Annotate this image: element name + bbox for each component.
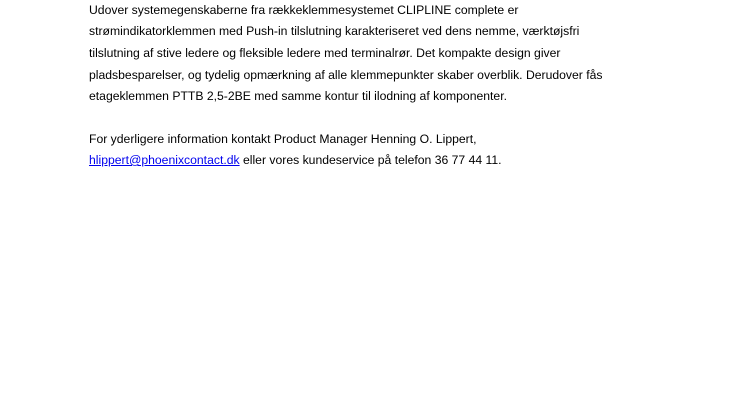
email-link[interactable]: hlippert@phoenixcontact.dk [89,153,240,167]
paragraph-1-line-2: strømindikatorklemmen med Push-in tilslutning karakteriseret ved dens nemme, værktøjsfri [89,24,580,38]
paragraph-2-line-1: For yderligere information kontakt Product Manager Henning O. Lippert, [89,132,477,146]
paragraph-2-line-2 [89,152,502,168]
contact-phone-text: eller vores kundeservice på telefon 36 77 44 11. [239,153,502,167]
paragraph-1-line-4: pladsbesparelser, og tydelig opmærkning af alle klemmepunkter skaber overblik. Derudover fås [89,68,603,82]
paragraph-1-line-5: etageklemmen PTTB 2,5-2BE med samme kontur til ilodning af komponenter. [89,89,507,103]
paragraph-1-line-3: tilslutning af stive ledere og fleksible ledere med terminalrør. Det kompakte design giver [89,46,561,60]
paragraph-1-line-1: Udover systemegenskaberne fra rækkeklemmesystemet CLIPLINE complete er [89,3,519,17]
